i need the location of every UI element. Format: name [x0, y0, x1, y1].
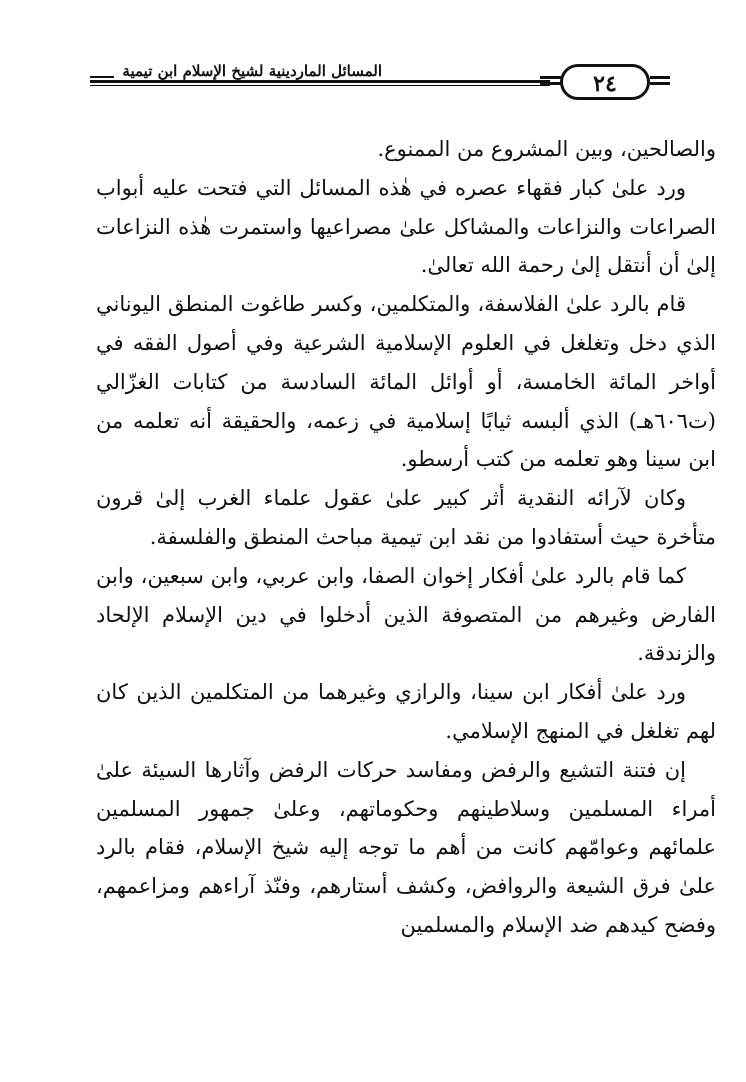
page-header [90, 60, 670, 104]
paragraph: كما قام بالرد علىٰ أفكار إخوان الصفا، وابن عربي، وابن سبعين، وابن الفارض وغيرهم من المتصوفة الذين أدخلوا في دين الإسلام الإلحاد والزندقة. [96, 563, 716, 666]
page-number: ٢٤ [560, 64, 650, 100]
header-rule [90, 80, 550, 83]
paragraph: وكان لآرائه النقدية أثر كبير علىٰ عقول علماء الغرب إلىٰ قرون متأخرة حيث أستفادوا من نقد ابن تيمية مباحث المنطق والفلسفة. [96, 486, 716, 549]
paragraph: قام بالرد علىٰ الفلاسفة، والمتكلمين، وكسر طاغوت المنطق اليوناني الذي دخل وتغلغل في العلوم الإسلامية الشرعية وفي أصول الفقه في أواخر المائة الخامسة، أو أوائل المائة السادسة من كتابات الغزّالي (ت٦٠٦هـ) الذي ألبسه ثيابًا إسلامية في زعمه، والحقيقة أنه تعلمه من ابن سينا وهو تعلمه من كتب أرسطو. [96, 292, 716, 472]
paragraph: ورد علىٰ كبار فقهاء عصره في هٰذه المسائل التي فتحت عليه أبواب الصراعات والنزاعات والمشاكل علىٰ مصراعيها واستمرت هٰذه النزاعات إلىٰ أن أنتقل إلىٰ رحمة الله تعالىٰ. [96, 175, 716, 278]
body-text [96, 130, 716, 945]
badge-arrow-left [540, 76, 562, 88]
badge-arrow-right [650, 76, 670, 88]
paragraph: إن فتنة التشيع والرفض ومفاسد حركات الرفض وآثارها السيئة علىٰ أمراء المسلمين وسلاطينهم وحكوماتهم، وعلىٰ جمهور المسلمين علمائهم وعوامّهم كانت من أهم ما توجه إليه شيخ الإسلام، فقام بالرد علىٰ فرق الشيعة والروافض، وكشف أستارهم، وفنّذ آراءهم ومزاعمهم، وفضح كيدهم ضد الإسلام والمسلمين [96, 757, 716, 937]
paragraph: ورد علىٰ أفكار ابن سينا، والرازي وغيرهما من المتكلمين الذين كان لهم تغلغل في المنهج الإسلامي. [96, 680, 716, 743]
header-rule-thin [90, 85, 550, 86]
running-title: المسائل الماردينية لشيخ الإسلام ابن تيمية [116, 62, 388, 80]
paragraph: والصالحين، وبين المشروع من الممنوع. [377, 137, 716, 161]
